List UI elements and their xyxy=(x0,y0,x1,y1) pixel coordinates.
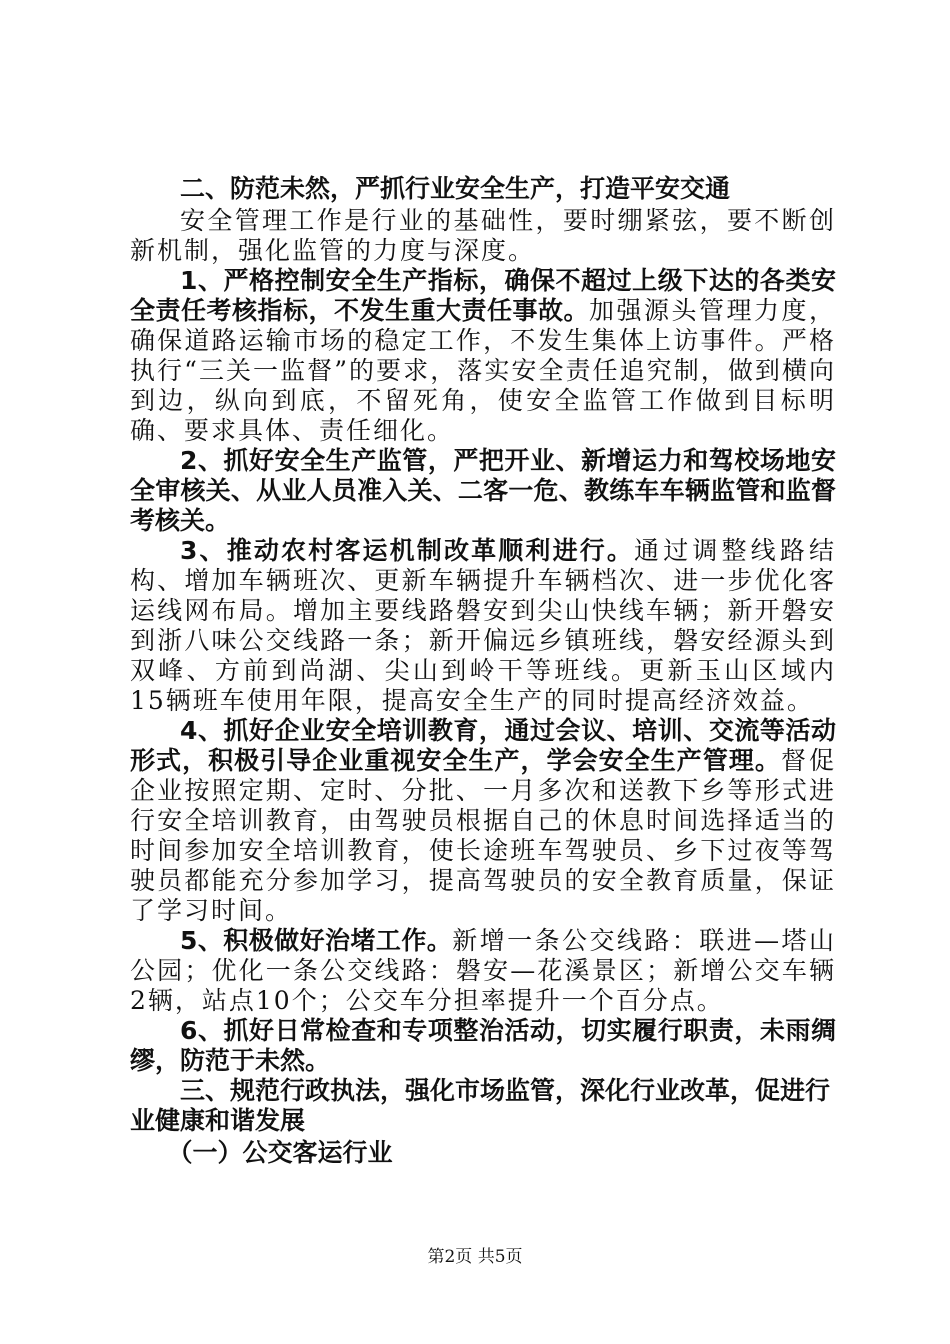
list-item-5 xyxy=(130,926,836,1016)
document-body xyxy=(130,174,836,1168)
list-item-5-text: 新增一条公交线路：联进—塔山公园；优化一条公交线路：磐安—花溪景区；新增公交车辆2辆，站点10个；公交车分担率提升一个百分点。 xyxy=(130,926,836,1015)
section-heading-2: 二、防范未然，严抓行业安全生产，打造平安交通 xyxy=(180,174,731,203)
list-item-1 xyxy=(130,266,836,446)
section-intro: 安全管理工作是行业的基础性，要时绷紧弦，要不断创新机制，强化监管的力度与深度。 xyxy=(130,206,836,265)
sub-heading-1: （一）公交客运行业 xyxy=(167,1138,393,1167)
list-item-2-lead: 2、抓好安全生产监管，严把开业、新增运力和驾校场地安全审核关、从业人员准入关、二客一危、教练车车辆监管和监督考核关。 xyxy=(130,446,836,535)
page-footer: 第2页 共5页 xyxy=(427,1247,523,1267)
list-item-4-text: 督促企业按照定期、定时、分批、一月多次和送教下乡等形式进行安全培训教育，由驾驶员根据自己的休息时间选择适当的时间参加安全培训教育，使长途班车驾驶员、乡下过夜等驾驶员都能充分参加学习，提高驾驶员的安全教育质量，保证了学习时间。 xyxy=(130,746,836,925)
list-item-3-lead: 3、推动农村客运机制改革顺利进行。 xyxy=(180,536,635,565)
list-item-1-lead: 1、严格控制安全生产指标，确保不超过上级下达的各类安全责任考核指标，不发生重大责任事故。 xyxy=(130,266,836,325)
list-item-6-lead: 6、抓好日常检查和专项整治活动，切实履行职责，未雨绸缪，防范于未然。 xyxy=(130,1016,836,1075)
list-item-3 xyxy=(130,536,836,716)
list-item-2 xyxy=(130,446,836,536)
list-item-4-lead: 4、抓好企业安全培训教育，通过会议、培训、交流等活动形式，积极引导企业重视安全生产，学会安全生产管理。 xyxy=(130,716,836,775)
list-item-4 xyxy=(130,716,836,926)
list-item-3-text: 通过调整线路结构、增加车辆班次、更新车辆提升车辆档次、进一步优化客运线网布局。增加主要线路磐安到尖山快线车辆；新开磐安到浙八味公交线路一条；新开偏远乡镇班线，磐安经源头到双峰、方前到尚湖、尖山到岭干等班线。更新玉山区域内15辆班车使用年限，提高安全生产的同时提高经济效益。 xyxy=(130,536,836,715)
list-item-5-lead: 5、积极做好治堵工作。 xyxy=(180,926,453,955)
list-item-6 xyxy=(130,1016,836,1076)
section-heading-3: 三、规范行政执法，强化市场监管，深化行业改革，促进行业健康和谐发展 xyxy=(130,1076,831,1135)
list-item-1-text: 加强源头管理力度，确保道路运输市场的稳定工作，不发生集体上访事件。严格执行“三关一监督”的要求，落实安全责任追究制，做到横向到边，纵向到底，不留死角，使安全监管工作做到目标明确、要求具体、责任细化。 xyxy=(130,296,836,445)
